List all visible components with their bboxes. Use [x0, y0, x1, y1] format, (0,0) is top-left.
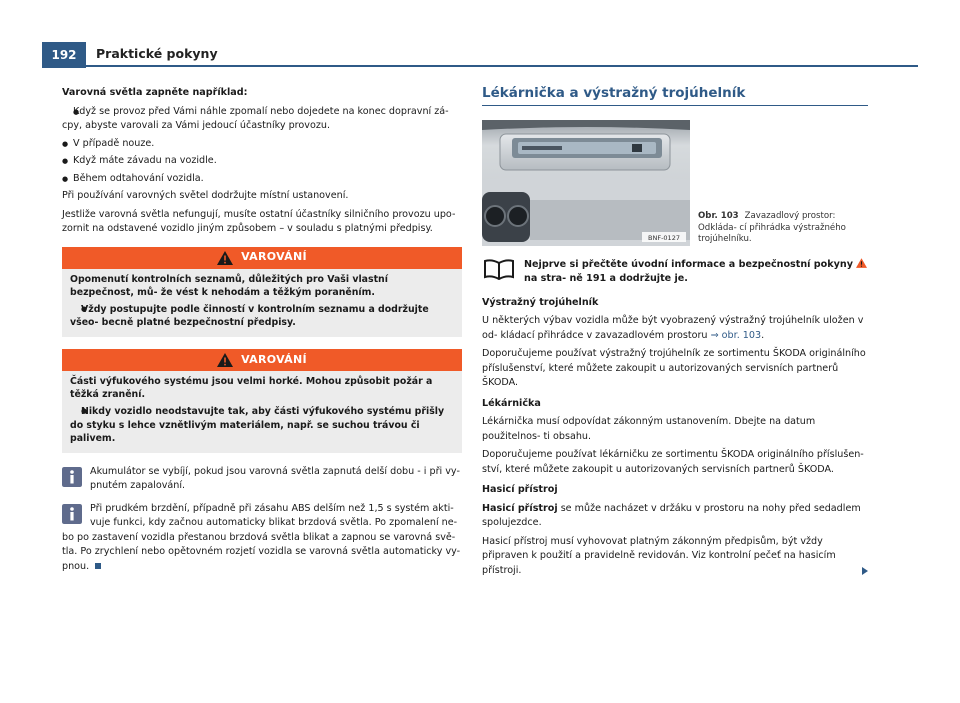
- warning-header: [62, 349, 462, 371]
- trunk-compartment-image: [482, 120, 690, 246]
- warning-title: VAROVÁNÍ: [241, 352, 307, 366]
- paragraph: Doporučujeme používat výstražný trojúhelník ze sortimentu ŠKODA originálního příslušenství, které můžete zakoupit u autorizovaných servisních partnerů ŠKODA.: [482, 348, 866, 388]
- caption-text: Zavazadlový prostor: Odkláda- cí přihrádka výstražného trojúhelníku.: [698, 211, 846, 244]
- paragraph: Při používání varovných světel dodržujte místní ustanovení.: [62, 190, 349, 201]
- subheading-extinguisher: Hasicí přístroj: [482, 484, 558, 495]
- section-title: Lékárnička a výstražný trojúhelník: [482, 86, 868, 106]
- warning-bullet: ● Vždy postupujte podle činností v kontrolním seznamu a dodržujte všeo- becně platné bezpečnostní předpisy.: [70, 303, 454, 330]
- warning-box: [62, 349, 462, 453]
- subheading-first-aid: Lékárnička: [482, 397, 541, 409]
- header-rule: [42, 65, 918, 67]
- warning-box: [62, 247, 462, 337]
- intro-text-end: na stra- ně 191 a dodržujte je.: [524, 272, 688, 284]
- chapter-title: Praktické pokyny: [96, 46, 218, 61]
- book-icon: [482, 258, 516, 280]
- list-item: ● Během odtahování vozidla.: [62, 172, 462, 187]
- right-column: Lékárnička a výstražný trojúhelník BNF-0127 Obr. 103 Zavazadlový prostor: Odkláda- cí přihrádka výstražného trojúhelníku. Nejprve si přečtěte úvodní informace a bezpečnostní pokyny na stra- ně 191 a dodržujte je. Výstražný trojúhelník U některých výbav vozidla může být vyobrazený výstražný trojúhelník uložen v od- kládací přihrádce v zavazadlovém prostoru ⇒ obr. 103. Doporučujeme používat výstražný trojúhelník ze sortimentu ŠKODA originálního příslušenství, které můžete zakoupit u autorizovaných servisních partnerů ŠKODA. Lékárnička Lékárnička musí odpovídat zákonným ustanovením. Dbejte na datum použitelnos- ti obsahu. Doporučujeme používat lékárničku ze sortimentu ŠKODA originálního příslušen- ství, které můžete zakoupit u autorizovaných servisních partnerů ŠKODA. Hasicí přístroj Hasicí přístroj se může nacházet v držáku v prostoru na nohy před sedadlem spolujezdce. Hasicí přístroj musí vyhovovat platným zákonným předpisům, být vždy připraven k použití a pravidelně revidován. Viz kontrolní pečeť na hasicím přístroji.: [482, 86, 868, 582]
- warning-triangle-icon: [217, 251, 233, 265]
- warning-header: [62, 247, 462, 269]
- left-column: [62, 86, 462, 582]
- figure-link[interactable]: ⇒ obr. 103: [710, 329, 762, 341]
- section-end-icon: [95, 563, 101, 569]
- warning-triangle-icon: [856, 258, 867, 268]
- trunk-photo: [482, 120, 690, 246]
- info-icon: [62, 504, 82, 524]
- paragraph: Jestliže varovná světla nefungují, musíte ostatní účastníky silničního provozu upo- zornit na odstavené vozidlo jiným způsobem – v souladu s platnými předpisy.: [62, 208, 456, 234]
- photo-code: BNF-0127: [648, 233, 680, 242]
- warning-text: Opomenutí kontrolních seznamů, důležitých pro Vaši vlastní bezpečnost, mů- že vést k nehodám a těžkým poraněním.: [70, 273, 388, 299]
- paragraph: Doporučujeme používat lékárničku ze sortimentu ŠKODA originálního příslušen- ství, které můžete zakoupit u autorizovaných servisních partnerů ŠKODA.: [482, 449, 864, 475]
- caption-label: Obr. 103: [698, 211, 739, 221]
- hazard-lights-heading: Varovná světla zapněte například:: [62, 87, 248, 98]
- intro-text: Nejprve si přečtěte úvodní informace a bezpečnostní pokyny: [524, 258, 853, 270]
- paragraph: Lékárnička musí odpovídat zákonným ustanovením. Dbejte na datum použitelnos- ti obsahu.: [482, 416, 816, 442]
- subheading-triangle: Výstražný trojúhelník: [482, 296, 599, 308]
- figure-caption: [698, 211, 868, 246]
- page-number: 192: [42, 42, 86, 68]
- list-item: ● V případě nouze.: [62, 137, 462, 152]
- warning-bullet: ● Nikdy vozidlo neodstavujte tak, aby části výfukového systému přišly do styku s lehce vznětlivým materiálem, např. se suchou trávou či palivem.: [70, 405, 454, 446]
- figure: [482, 120, 868, 246]
- paragraph: se může nacházet v držáku v prostoru na nohy před sedadlem spolujezdce.: [482, 502, 861, 528]
- note-text: Akumulátor se vybíjí, pokud jsou varovná světla zapnutá delší dobu - i při vy- pnutém zapalování.: [90, 465, 460, 492]
- paragraph: Hasicí přístroj musí vyhovovat platným zákonným předpisům, být vždy připraven k použití a pravidelně revidován. Viz kontrolní pečeť na hasicím přístroji.: [482, 535, 836, 576]
- warning-triangle-icon: [217, 353, 233, 367]
- warning-body: [62, 371, 462, 453]
- paragraph: U některých výbav vozidla může být vyobrazený výstražný trojúhelník uložen v od- kládací přihrádce v zavazadlovém prostoru: [482, 315, 864, 341]
- extinguisher-term: Hasicí přístroj: [482, 502, 558, 514]
- note-text: Při prudkém brzdění, případně při zásahu ABS delším než 1,5 s systém akti- vuje funkci, kdy začnou automaticky blikat brzdová světla. Po zpomalení ne- bo po zastavení vozidla přestanou brzdová světla blikat a zapnou se varovná svě- tla. Po zrychlení nebo opětovném rozjetí vozidla se varovná světla automaticky vy- pnou.: [62, 502, 461, 572]
- list-item: ● Když máte závadu na vozidle.: [62, 154, 462, 169]
- note-block: [62, 502, 462, 575]
- warning-text: Části výfukového systému jsou velmi horké. Mohou způsobit požár a těžká zranění.: [70, 375, 433, 401]
- list-item: ● Když se provoz před Vámi náhle zpomalí nebo dojedete na konec dopravní zá- cpy, abyste varovali za Vámi jedoucí účastníky provozu.: [62, 105, 462, 134]
- warning-title: VAROVÁNÍ: [241, 250, 307, 264]
- warning-body: [62, 269, 462, 337]
- continue-arrow-icon: [862, 567, 868, 575]
- info-icon: [62, 467, 82, 487]
- intro-block: [482, 258, 868, 286]
- note-block: [62, 465, 462, 494]
